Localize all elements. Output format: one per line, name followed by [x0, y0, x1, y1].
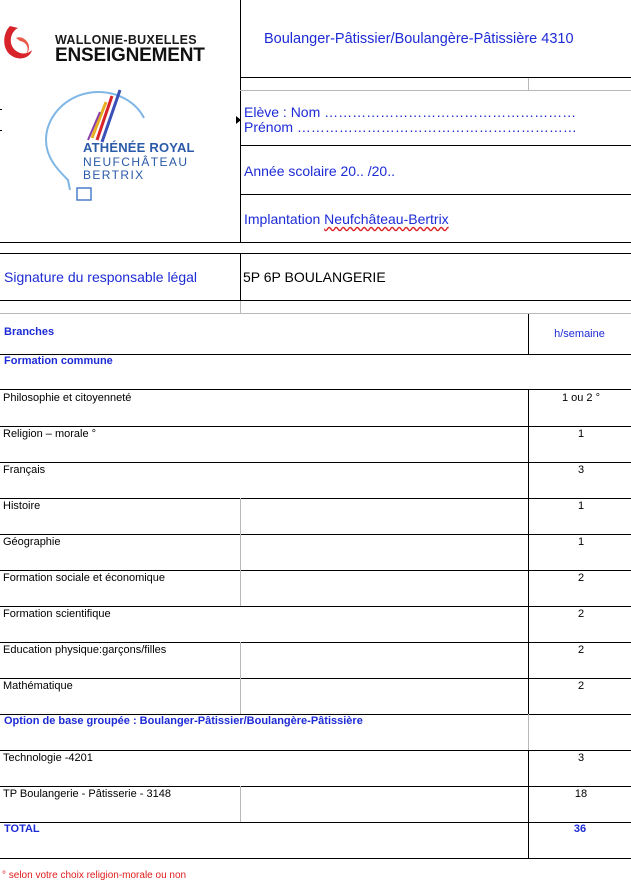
eleve-nom-field[interactable]: Elève : Nom ………………………………………………: [244, 104, 577, 120]
rule: [0, 786, 631, 787]
common-row-hours: 1: [577, 428, 585, 440]
rule: [0, 822, 631, 823]
rule: [0, 642, 631, 643]
wallonie-bruxelles-logo: [0, 16, 235, 71]
org-line-2: ENSEIGNEMENT: [55, 45, 205, 66]
rule-light: [240, 678, 241, 714]
col-branches-header: Branches: [4, 326, 55, 338]
rule: [240, 77, 631, 78]
rule: [0, 750, 631, 751]
common-row-label: Histoire: [3, 500, 41, 512]
rule: [0, 714, 631, 715]
common-row-label: Mathématique: [3, 680, 73, 692]
rule-light: [240, 498, 241, 534]
classe-label: 5P 6P BOULANGERIE: [243, 269, 386, 285]
implantation-value: Neufchâteau-Bertrix: [324, 211, 449, 227]
common-row-hours: 1: [577, 536, 585, 548]
common-row-hours: 2: [577, 644, 585, 656]
rule-light: [240, 301, 241, 313]
common-row-hours: 1 ou 2 °: [561, 392, 601, 404]
common-row-label: Philosophie et citoyenneté: [3, 392, 132, 404]
total-value: 36: [573, 823, 587, 835]
option-row-hours: 3: [577, 752, 585, 764]
org-line-1: WALLONIE-BUXELLES: [55, 33, 197, 47]
rule: [0, 389, 631, 390]
col-hours-header: h/semaine: [554, 328, 605, 340]
athenee-royal-logo: [40, 82, 200, 207]
margin-mark: [0, 130, 2, 131]
rule: [0, 678, 631, 679]
rule: [0, 300, 631, 301]
rule: [0, 242, 631, 243]
common-row-label: Formation sociale et économique: [3, 572, 166, 584]
section-option: Option de base groupée : Boulanger-Pâtissier/Boulangère-Pâtissière: [4, 715, 363, 727]
rule: [0, 426, 631, 427]
rule: [528, 314, 529, 354]
common-row-hours: 3: [577, 464, 585, 476]
section-formation-commune: Formation commune: [4, 355, 113, 367]
sig-divider: [240, 253, 241, 301]
page-title: Boulanger-Pâtissier/Boulangère-Pâtissière 4310: [264, 31, 574, 47]
common-row-label: Français: [3, 464, 46, 476]
rule-light: [240, 786, 241, 822]
signature-label: Signature du responsable légal: [4, 269, 198, 285]
rule: [0, 253, 631, 254]
implantation-label: Implantation: [244, 211, 325, 227]
rule: [0, 606, 631, 607]
implantation-field: [244, 211, 449, 227]
rule-light: [240, 642, 241, 678]
rule-light: [240, 534, 241, 570]
rule-light: [528, 78, 529, 90]
footnote: ° selon votre choix religion-morale ou non: [2, 870, 187, 881]
option-row-label: Technologie -4201: [3, 752, 93, 764]
rule-light: [0, 313, 631, 314]
common-row-label: Religion – morale °: [3, 428, 97, 440]
rule-light: [528, 714, 529, 750]
common-row-label: Géographie: [3, 536, 61, 548]
margin-mark: [0, 109, 2, 110]
common-row-hours: 1: [577, 500, 585, 512]
rule: [240, 145, 631, 146]
option-row-label: TP Boulangerie - Pâtisserie - 3148: [3, 788, 171, 800]
rule: [0, 354, 631, 355]
rule: [0, 570, 631, 571]
annee-scolaire-field[interactable]: Année scolaire 20.. /20..: [244, 163, 395, 179]
rule: [0, 534, 631, 535]
rule-light: [240, 90, 631, 91]
rule: [528, 750, 529, 858]
common-row-hours: 2: [577, 572, 585, 584]
rule: [528, 389, 529, 715]
wbe-emblem-icon: [0, 16, 52, 68]
common-row-label: Education physique:garçons/filles: [3, 644, 167, 656]
rule-light: [240, 570, 241, 606]
option-row-hours: 18: [574, 788, 588, 800]
rule: [240, 194, 631, 195]
common-row-hours: 2: [577, 608, 585, 620]
rule: [0, 462, 631, 463]
caret-marker: [236, 116, 241, 124]
school-line-1: ATHÉNÉE ROYAL: [83, 140, 195, 155]
rule: [0, 498, 631, 499]
common-row-hours: 2: [577, 680, 585, 692]
school-line-3: BERTRIX: [83, 168, 145, 182]
rule: [0, 858, 631, 859]
school-line-2: NEUFCHÂTEAU: [83, 155, 189, 169]
total-label: TOTAL: [4, 823, 40, 835]
eleve-prenom-field[interactable]: Prénom ……………………………………………………: [244, 119, 577, 135]
common-row-label: Formation scientifique: [3, 608, 111, 620]
